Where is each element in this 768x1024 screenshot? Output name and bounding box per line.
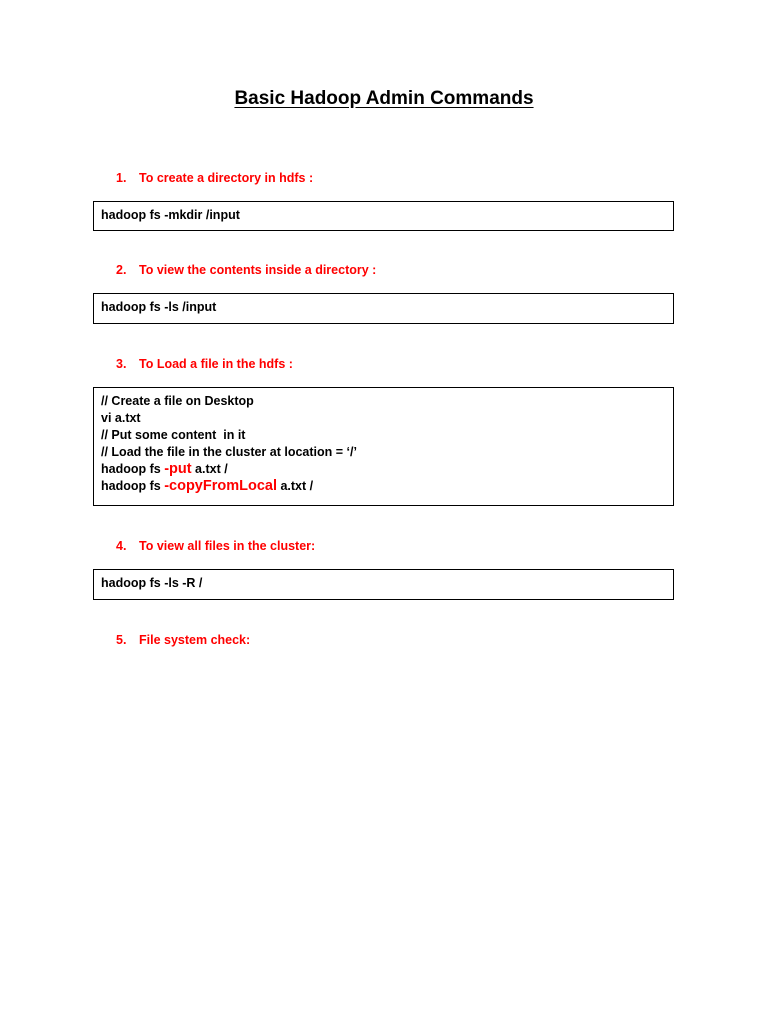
command-text: hadoop fs -ls -R / [101, 576, 203, 590]
section-number: 1. [116, 171, 127, 185]
command-box-2 [93, 293, 674, 324]
page-title: Basic Hadoop Admin Commands [234, 88, 534, 109]
command-box-3 [93, 387, 674, 506]
put-flag: -put [164, 461, 192, 477]
section-heading-text: To view the contents inside a directory : [139, 263, 377, 277]
command-suffix: a.txt / [277, 479, 314, 493]
section-3-heading [116, 357, 293, 371]
section-1-heading [116, 171, 313, 185]
section-number: 3. [116, 357, 127, 371]
section-heading-text: To create a directory in hdfs : [139, 171, 314, 185]
section-number: 5. [116, 633, 127, 647]
comment-line: // Load the file in the cluster at location = ‘/’ [101, 445, 357, 459]
command-line: vi a.txt [101, 411, 141, 425]
section-heading-text: To view all files in the cluster: [139, 539, 316, 553]
command-box-4 [93, 569, 674, 600]
command-suffix: a.txt / [191, 462, 228, 476]
copyfromlocal-command-line [101, 478, 666, 495]
comment-line: // Create a file on Desktop [101, 394, 254, 408]
command-prefix: hadoop fs [101, 479, 165, 493]
section-number: 4. [116, 539, 127, 553]
section-heading-text: File system check: [139, 633, 251, 647]
section-5-heading [116, 633, 250, 647]
command-prefix: hadoop fs [101, 462, 165, 476]
comment-line: // Put some content in it [101, 428, 246, 442]
section-heading-text: To Load a file in the hdfs : [139, 357, 293, 371]
section-4-heading [116, 539, 315, 553]
command-text: hadoop fs -mkdir /input [101, 208, 240, 222]
put-command-line [101, 461, 666, 478]
section-2-heading [116, 263, 376, 277]
command-text: hadoop fs -ls /input [101, 300, 217, 314]
command-box-1 [93, 201, 674, 231]
section-number: 2. [116, 263, 127, 277]
copyfromlocal-flag: -copyFromLocal [164, 478, 277, 494]
